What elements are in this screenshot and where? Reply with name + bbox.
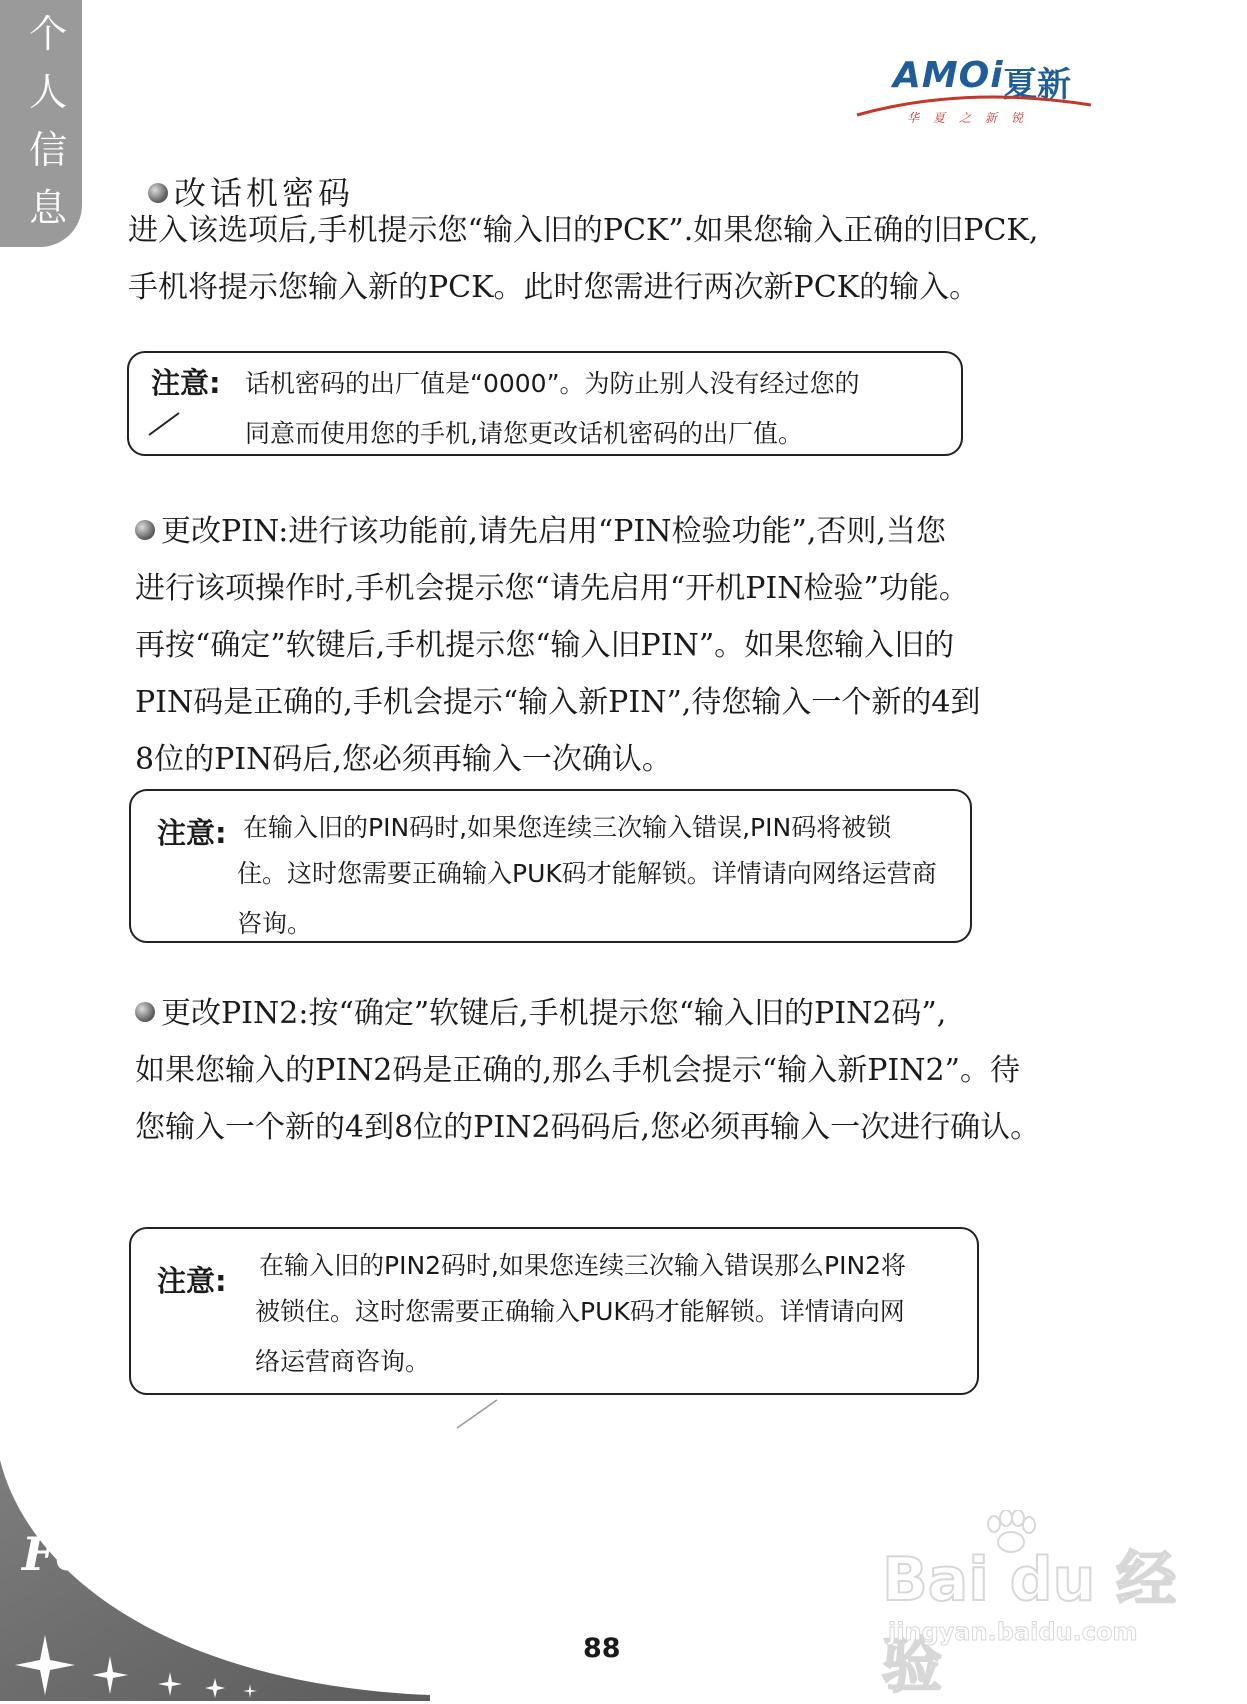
watermark-brand: Bai du 经验 bbox=[882, 1545, 1177, 1701]
section2-body bbox=[135, 503, 980, 788]
note-text bbox=[259, 1241, 906, 1291]
note-label: 注意: bbox=[151, 366, 221, 400]
side-tab-char: 信 bbox=[28, 128, 67, 172]
text-line: 咨询。 bbox=[237, 909, 313, 938]
text-line: 被锁住。这时您需要正确输入PUK码才能解锁。详情请向网 bbox=[255, 1297, 905, 1326]
note-box bbox=[127, 351, 963, 456]
text-line: 在输入旧的PIN码时,如果您连续三次输入错误,PIN码将被锁 bbox=[243, 813, 892, 842]
side-tab bbox=[0, 0, 82, 247]
bullet-icon bbox=[135, 1002, 155, 1022]
text-line: 更改PIN2:按“确定”软键后,手机提示您“输入旧的PIN2码”, bbox=[135, 985, 1040, 1042]
watermark-url: jingyan.baidu.com bbox=[888, 1618, 1138, 1646]
text-line: 再按“确定”软键后,手机提示您“输入旧PIN”。如果您输入旧的 bbox=[135, 628, 955, 663]
note-text bbox=[243, 803, 891, 853]
section1-body bbox=[128, 202, 1038, 316]
model-badge: F6 bbox=[22, 1527, 87, 1581]
text-line: 手机将提示您输入新的PCK。此时您需进行两次新PCK的输入。 bbox=[128, 270, 980, 305]
section3-body bbox=[135, 985, 1040, 1156]
bullet-icon bbox=[135, 520, 155, 540]
side-tab-char: 息 bbox=[28, 186, 67, 230]
baidu-watermark bbox=[882, 1510, 1182, 1701]
note-text bbox=[255, 1287, 905, 1387]
text-line: 住。这时您需要正确输入PUK码才能解锁。详情请向网络运营商 bbox=[237, 859, 937, 888]
note-text bbox=[237, 849, 937, 949]
note-box bbox=[129, 1227, 979, 1395]
text-line: 如果您输入的PIN2码是正确的,那么手机会提示“输入新PIN2”。待 bbox=[135, 1053, 1020, 1088]
logo-brand: AMOi bbox=[893, 55, 1004, 96]
pen-stroke-icon bbox=[455, 1398, 499, 1430]
logo-slogan: 华夏之新锐 bbox=[907, 111, 1038, 125]
text-line: 进入该选项后,手机提示您“输入旧的PCK”.如果您输入正确的旧PCK, bbox=[128, 213, 1039, 248]
text-line: 8位的PIN码后,您必须再输入一次确认。 bbox=[135, 742, 672, 777]
side-tab-char: 个 bbox=[28, 12, 67, 56]
side-tab-char: 人 bbox=[28, 70, 67, 114]
note-label: 注意: bbox=[157, 1264, 227, 1298]
text-line: 进行该项操作时,手机会提示您“请先启用“开机PIN检验”功能。 bbox=[135, 571, 969, 606]
text-line: 话机密码的出厂值是“0000”。为防止别人没有经过您的 bbox=[245, 369, 860, 398]
note-text bbox=[245, 359, 860, 459]
page-number: 88 bbox=[583, 1633, 621, 1664]
bullet-icon bbox=[148, 183, 168, 203]
text-line: 同意而使用您的手机,请您更改话机密码的出厂值。 bbox=[245, 419, 803, 448]
note-box bbox=[129, 789, 972, 943]
text-line: 在输入旧的PIN2码时,如果您连续三次输入错误那么PIN2将 bbox=[259, 1251, 907, 1280]
section-heading-text: 改话机密码 bbox=[174, 174, 355, 212]
text-line: 更改PIN:进行该功能前,请先启用“PIN检验功能”,否则,当您 bbox=[135, 503, 980, 560]
text-line: 您输入一个新的4到8位的PIN2码码后,您必须再输入一次进行确认。 bbox=[135, 1110, 1041, 1145]
text-line: 络运营商咨询。 bbox=[255, 1347, 431, 1376]
note-label: 注意: bbox=[157, 816, 227, 850]
logo-brand-cn: 夏新 bbox=[1003, 65, 1071, 105]
amoi-logo bbox=[855, 55, 1095, 135]
pen-stroke-icon bbox=[147, 411, 181, 437]
text-line: PIN码是正确的,手机会提示“输入新PIN”,待您输入一个新的4到 bbox=[135, 685, 981, 720]
